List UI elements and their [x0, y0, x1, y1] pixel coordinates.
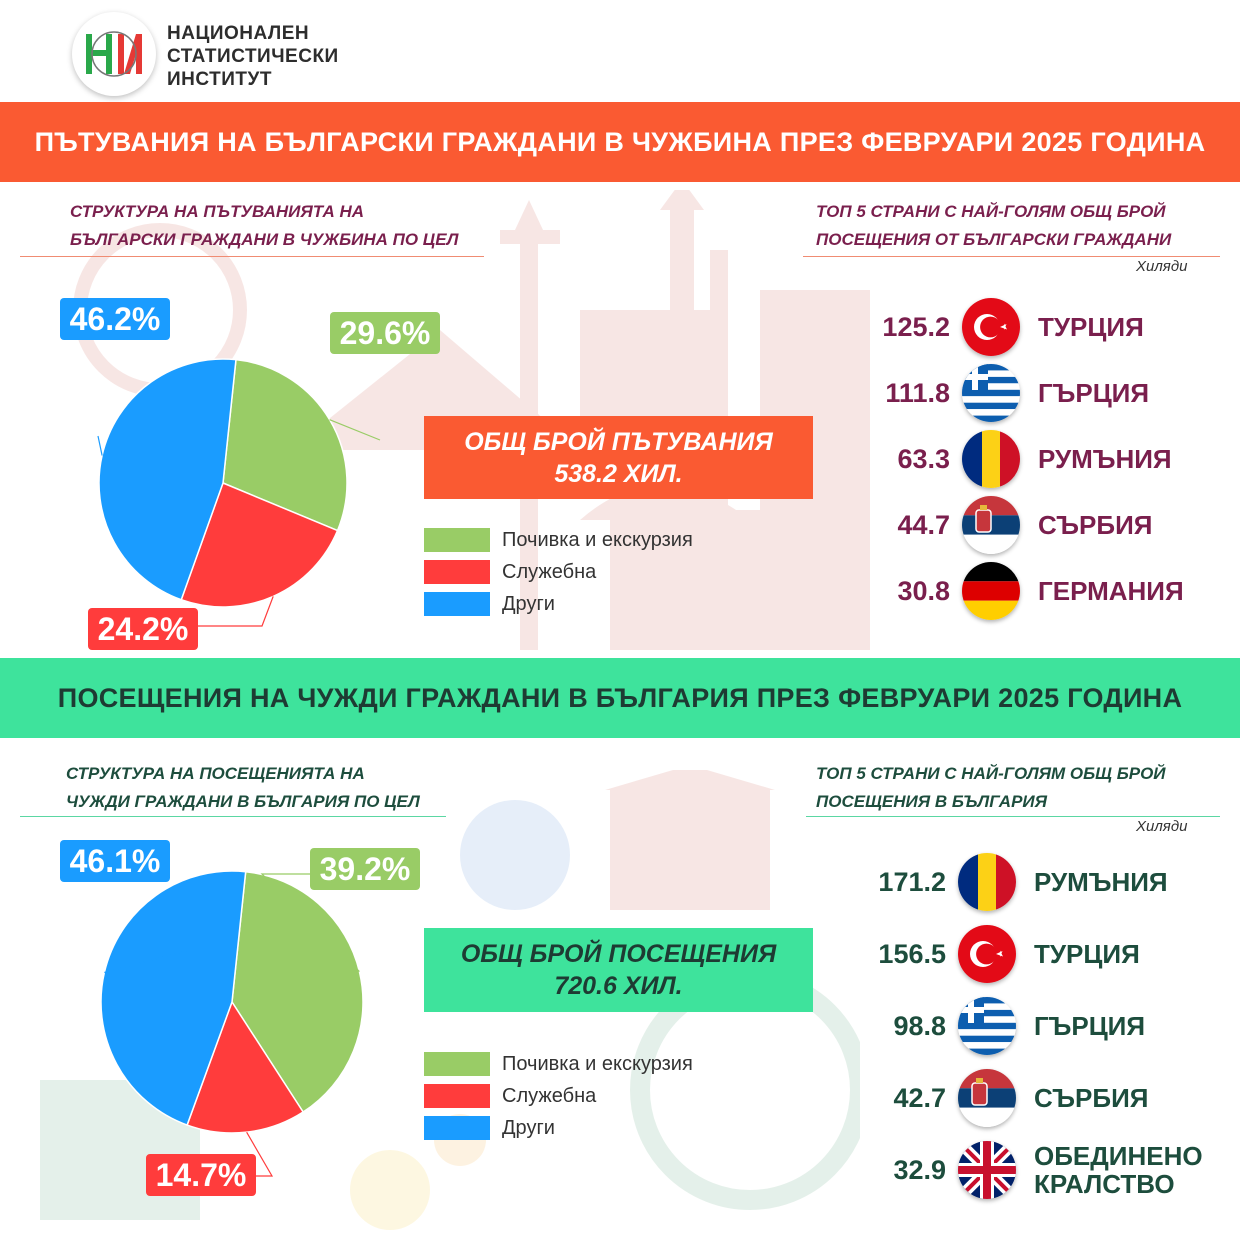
- organization-name: [167, 22, 339, 91]
- legend-bottom: [424, 1048, 693, 1144]
- units-label: Хиляди: [1136, 818, 1188, 835]
- legend-label: Други: [502, 1116, 555, 1139]
- data-label: 14.7%: [155, 1157, 247, 1193]
- top5-title-line1: ТОП 5 СТРАНИ С НАЙ-ГОЛЯМ ОБЩ БРОЙ: [816, 202, 1166, 221]
- romania-flag-icon: [962, 430, 1020, 488]
- country-row: [830, 492, 1184, 558]
- country-name: [1038, 445, 1172, 473]
- legend-label: Почивка и екскурзия: [502, 1052, 693, 1075]
- country-name-line1: РУМЪНИЯ: [1038, 444, 1172, 474]
- country-value: 44.7: [897, 509, 950, 540]
- country-row: [826, 1134, 1203, 1206]
- legend-swatch-other: [424, 1116, 490, 1140]
- legend-swatch-other: [424, 592, 490, 616]
- country-row: [830, 294, 1184, 360]
- section-top-banner: ПЪТУВАНИЯ НА БЪЛГАРСКИ ГРАЖДАНИ В ЧУЖБИНА ПРЕЗ ФЕВРУАРИ 2025 ГОДИНА: [0, 102, 1240, 182]
- legend-swatch-rest: [424, 1052, 490, 1076]
- total-visits-box: [424, 928, 813, 1012]
- section-top-top5-title: [816, 198, 1171, 254]
- total-trips-box: [424, 416, 813, 499]
- top5-list-top: [830, 294, 1184, 624]
- country-name-line1: ГЪРЦИЯ: [1038, 378, 1150, 408]
- greece-flag-icon: [962, 364, 1020, 422]
- legend-swatch-business: [424, 560, 490, 584]
- data-label: 29.6%: [339, 315, 431, 351]
- top5-title-line2: ПОСЕЩЕНИЯ В БЪЛГАРИЯ: [816, 792, 1048, 811]
- country-row: [826, 918, 1203, 990]
- country-name-line1: ГЕРМАНИЯ: [1038, 576, 1184, 606]
- country-name: [1034, 1084, 1148, 1112]
- legend-item: [424, 556, 693, 588]
- total-trips-label: ОБЩ БРОЙ ПЪТУВАНИЯ: [464, 427, 773, 456]
- country-name: [1034, 1142, 1203, 1198]
- country-value: 111.8: [885, 377, 950, 408]
- data-label: 46.1%: [69, 843, 161, 879]
- legend-item: [424, 1048, 693, 1080]
- legend-label: Служебна: [502, 560, 597, 583]
- country-name-line1: ТУРЦИЯ: [1038, 312, 1144, 342]
- org-name-line3: ИНСТИТУТ: [167, 69, 272, 90]
- country-value: 63.3: [897, 443, 950, 474]
- org-name-line2: СТАТИСТИЧЕСКИ: [167, 46, 339, 67]
- country-name: [1038, 313, 1144, 341]
- section-top-pie-title: [70, 198, 458, 254]
- org-name-line1: НАЦИОНАЛЕН: [167, 23, 310, 44]
- legend-swatch-rest: [424, 528, 490, 552]
- pie-chart-top: [0, 280, 460, 660]
- section-bottom-pie-title: [66, 760, 420, 816]
- country-value: 125.2: [882, 311, 950, 342]
- country-value: 32.9: [893, 1154, 946, 1185]
- top5-title-line1: ТОП 5 СТРАНИ С НАЙ-ГОЛЯМ ОБЩ БРОЙ: [816, 764, 1166, 783]
- country-name: [1034, 1012, 1145, 1040]
- divider: [20, 816, 446, 817]
- country-row: [830, 360, 1184, 426]
- total-visits-value: 720.6 ХИЛ.: [554, 972, 683, 1000]
- data-label: 24.2%: [97, 611, 189, 647]
- total-visits-label: ОБЩ БРОЙ ПОСЕЩЕНИЯ: [460, 940, 777, 968]
- pie-title-line2: ЧУЖДИ ГРАЖДАНИ В БЪЛГАРИЯ ПО ЦЕЛ: [66, 792, 420, 811]
- country-name: [1038, 577, 1184, 605]
- country-name-line1: ТУРЦИЯ: [1034, 939, 1140, 969]
- units-label: Хиляди: [1136, 258, 1188, 275]
- turkey-flag-icon: [958, 925, 1016, 983]
- pie-title-line2: БЪЛГАРСКИ ГРАЖДАНИ В ЧУЖБИНА ПО ЦЕЛ: [70, 230, 459, 249]
- nsi-logo-icon: [72, 12, 156, 96]
- country-name-line1: ГЪРЦИЯ: [1034, 1011, 1146, 1041]
- legend-label: Служебна: [502, 1084, 597, 1107]
- romania-flag-icon: [958, 853, 1016, 911]
- top5-title-line2: ПОСЕЩЕНИЯ ОТ БЪЛГАРСКИ ГРАЖДАНИ: [816, 230, 1172, 249]
- serbia-flag-icon: [962, 496, 1020, 554]
- country-row: [830, 426, 1184, 492]
- nsi-logo: [72, 12, 156, 96]
- divider: [20, 256, 484, 257]
- uk-flag-icon: [958, 1141, 1016, 1199]
- data-label: 39.2%: [319, 851, 411, 887]
- legend-item: [424, 1080, 693, 1112]
- legend-label: Почивка и екскурзия: [502, 528, 693, 551]
- legend-swatch-business: [424, 1084, 490, 1108]
- pie-title-line1: СТРУКТУРА НА ПОСЕЩЕНИЯТА НА: [66, 764, 365, 783]
- country-row: [826, 990, 1203, 1062]
- divider: [803, 256, 1220, 257]
- country-value: 98.8: [893, 1010, 946, 1041]
- total-trips-value: 538.2 ХИЛ.: [554, 459, 683, 488]
- serbia-flag-icon: [958, 1069, 1016, 1127]
- country-value: 30.8: [897, 575, 950, 606]
- pie-chart-bottom: [0, 830, 460, 1210]
- legend-label: Други: [502, 592, 555, 615]
- legend-top: [424, 524, 693, 620]
- data-label: 46.2%: [69, 301, 161, 337]
- country-row: [826, 846, 1203, 918]
- germany-flag-icon: [962, 562, 1020, 620]
- pie-title-line1: СТРУКТУРА НА ПЪТУВАНИЯТА НА: [70, 202, 365, 221]
- top5-list-bottom: [826, 846, 1203, 1206]
- country-value: 42.7: [893, 1082, 946, 1113]
- turkey-flag-icon: [962, 298, 1020, 356]
- country-value: 156.5: [878, 938, 946, 969]
- country-row: [826, 1062, 1203, 1134]
- country-name: [1038, 379, 1149, 407]
- country-name-line1: РУМЪНИЯ: [1034, 867, 1168, 897]
- section-bottom-banner: ПОСЕЩЕНИЯ НА ЧУЖДИ ГРАЖДАНИ В БЪЛГАРИЯ ПРЕЗ ФЕВРУАРИ 2025 ГОДИНА: [0, 658, 1240, 738]
- country-name: [1034, 868, 1168, 896]
- greece-flag-icon: [958, 997, 1016, 1055]
- country-name-line1: СЪРБИЯ: [1034, 1083, 1149, 1113]
- legend-item: [424, 1112, 693, 1144]
- country-value: 171.2: [878, 866, 946, 897]
- leader-line: [98, 436, 102, 455]
- country-name-line2: КРАЛСТВО: [1034, 1169, 1175, 1199]
- legend-item: [424, 524, 693, 556]
- country-row: [830, 558, 1184, 624]
- divider: [806, 816, 1220, 817]
- country-name-line1: СЪРБИЯ: [1038, 510, 1153, 540]
- country-name: [1034, 940, 1140, 968]
- country-name-line1: ОБЕДИНЕНО: [1034, 1141, 1203, 1171]
- section-bottom-top5-title: [816, 760, 1166, 816]
- country-name: [1038, 511, 1152, 539]
- legend-item: [424, 588, 693, 620]
